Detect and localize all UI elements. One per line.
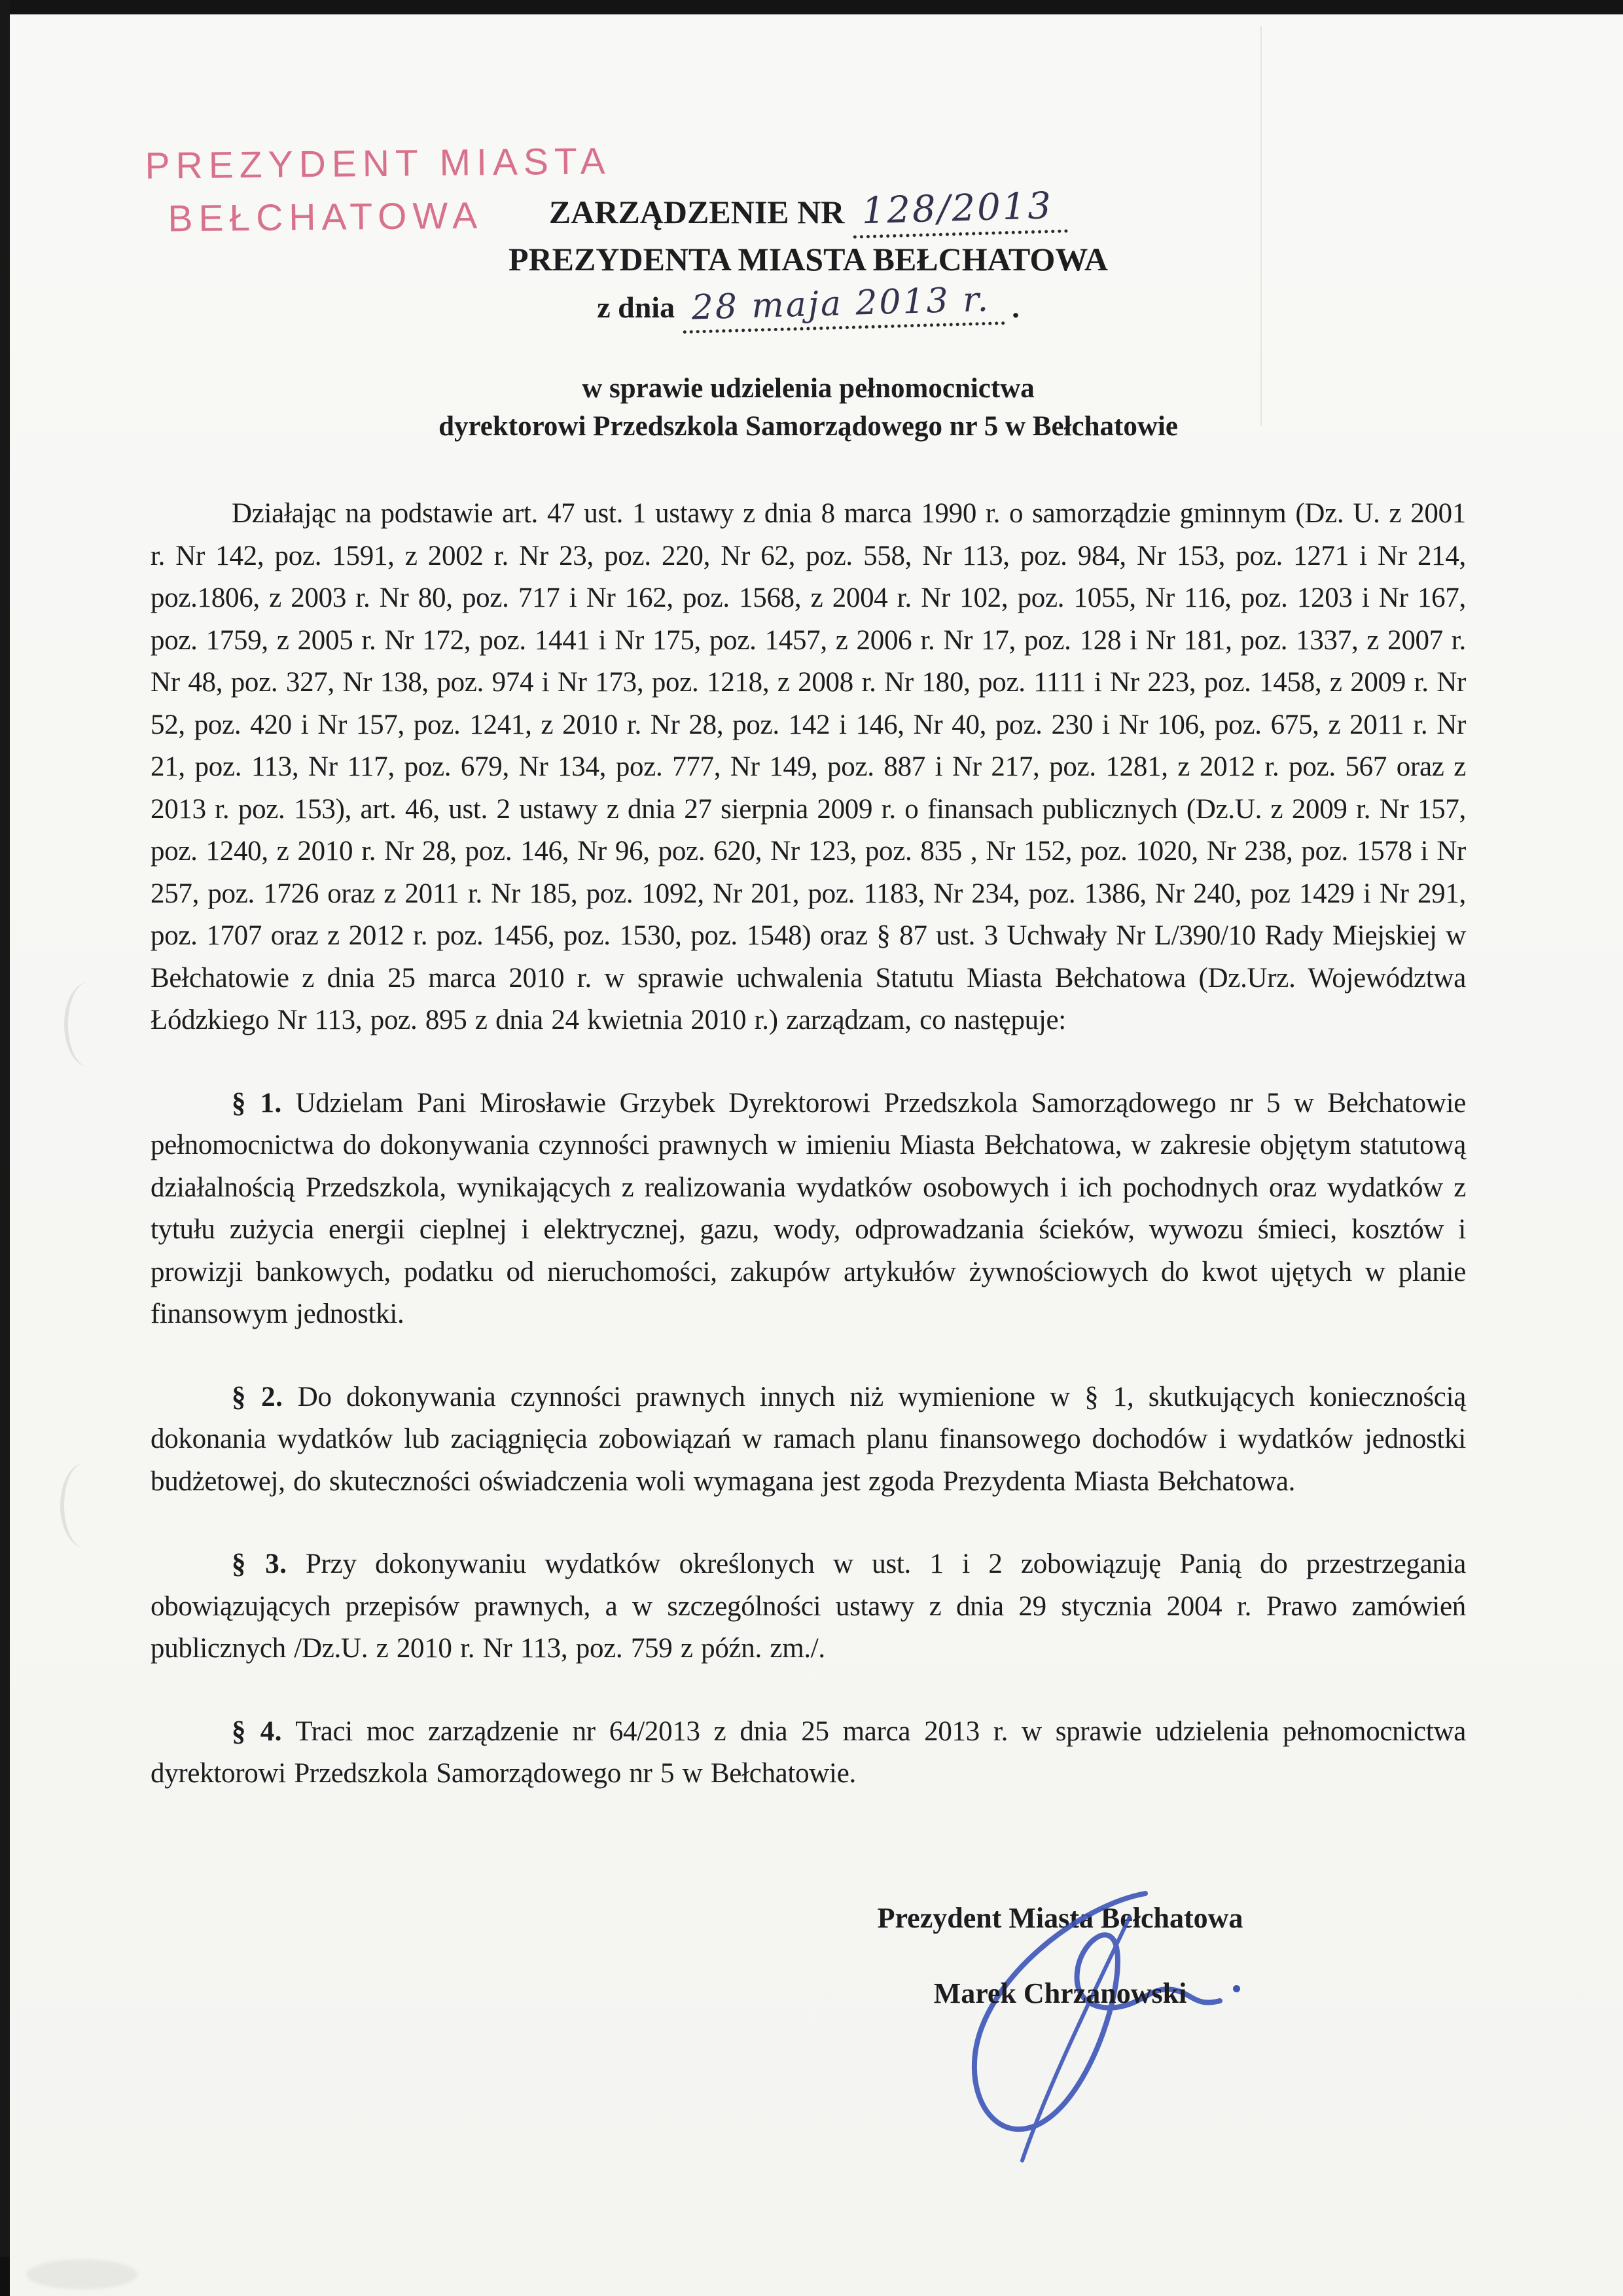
date-prefix: z dnia: [597, 291, 675, 324]
scan-smudge: [26, 2259, 137, 2289]
stamp-line-1: PREZYDENT MIASTA: [145, 140, 611, 187]
date-handwritten: 28 maja 2013 r.: [682, 282, 1005, 334]
section-mark-3: § 3.: [232, 1549, 287, 1580]
handwritten-signature-scribble: [929, 1887, 1230, 2168]
ordinance-title-line: [151, 185, 1466, 238]
signatory-name: Marek Chrzanowski: [933, 1977, 1187, 2009]
section-text-1: Udzielam Pani Mirosławie Grzybek Dyrektorowi Przedszkola Samorządowego nr 5 w Bełchatowie pełnomocnictwa do dokonywania czynności prawnych w imieniu Miasta Bełchatowa, w zakresie objętym statutową działalnością Przedszkola, wynikających z realizowania wydatków osobowych i ich pochodnych oraz wydatków z tytułu zużycia energii cieplnej i elektrycznej, gazu, wody, odprowadzania ścieków, wywozu śmieci, kosztów i prowizji bankowych, podatku od nieruchomości, zakupów artykułów żywnościowych do kwot ujętych w planie finansowym jednostki.: [151, 1087, 1467, 1330]
legal-preamble: Działając na podstawie art. 47 ust. 1 ustawy z dnia 8 marca 1990 r. o samorządzie gminnym (Dz. U. z 2001 r. Nr 142, poz. 1591, z 2002 r. Nr 23, poz. 220, Nr 62, poz. 558, Nr 113, poz. 984, Nr 153, poz. 1271 i Nr 214, poz.1806, z 2003 r. Nr 80, poz. 717 i Nr 162, poz. 1568, z 2004 r. Nr 102, poz. 1055, Nr 116, poz. 1203 i Nr 167, poz. 1759, z 2005 r. Nr 172, poz. 1441 i Nr 175, poz. 1457, z 2006 r. Nr 17, poz. 128 i Nr 181, poz. 1337, z 2007 r. Nr 48, poz. 327, Nr 138, poz. 974 i Nr 173, poz. 1218, z 2008 r. Nr 180, poz. 1111 i Nr 223, poz. 1458, z 2009 r. Nr 52, poz. 420 i Nr 157, poz. 1241, z 2010 r. Nr 28, poz. 142 i 146, Nr 40, poz. 230 i Nr 106, poz. 675, z 2011 r. Nr 21, poz. 113, Nr 117, poz. 679, Nr 134, poz. 777, Nr 149, poz. 887 i Nr 217, poz. 1281, z 2012 r. poz. 567 oraz z 2013 r. poz. 153), art. 46, ust. 2 ustawy z dnia 27 sierpnia 2009 r. o finansach publicznych (Dz.U. z 2009 r. Nr 157, poz. 1240, z 2010 r. Nr 28, poz. 146, Nr 96, poz. 620, Nr 123, poz. 835 , Nr 152, poz. 1020, Nr 238, poz. 1578 i Nr 257, poz. 1726 oraz z 2011 r. Nr 185, poz. 1092, Nr 201, poz. 1183, Nr 234, poz. 1386, Nr 240, poz 1429 i Nr 291, poz. 1707 oraz z 2012 r. poz. 1456, poz. 1530, poz. 1548) oraz § 87 ust. 3 Uchwały Nr L/390/10 Rady Miejskiej w Bełchatowie z dnia 25 marca 2010 r. w sprawie uchwalenia Statutu Miasta Bełchatowa (Dz.Urz. Województwa Łódzkiego Nr 113, poz. 895 z dnia 24 kwietnia 2010 r.) zarządzam, co następuje:: [151, 498, 1466, 1036]
signature-block: [831, 1901, 1289, 2010]
scan-edge-left: [0, 0, 10, 2296]
subject-line-1: w sprawie udzielenia pełnomocnictwa: [582, 373, 1035, 404]
section-text-2: Do dokonywania czynności prawnych innych niż wymienione w § 1, skutkujących koniecznością dokonania wydatków lub zaciągnięcia zobowiązań w ramach planu finansowego dochodów i wydatków jednostki budżetowej, do skuteczności oświadczenia woli wymagana jest zgoda Prezydenta Miasta Bełchatowa.: [151, 1381, 1466, 1497]
scan-arc-artifact: [64, 982, 114, 1067]
section-paragraph-3: [151, 1543, 1466, 1670]
section-mark-1: § 1.: [232, 1087, 282, 1119]
section-paragraph-1: [151, 1083, 1466, 1336]
document-content: [151, 0, 1466, 2010]
section-mark-4: § 4.: [232, 1715, 283, 1747]
ordinance-number-handwritten: 128/2013: [852, 187, 1068, 238]
section-text-4: Traci moc zarządzenie nr 64/2013 z dnia 25 marca 2013 r. w sprawie udzielenia pełnomocnictwa dyrektorowi Przedszkola Samorządowego nr 5 w Bełchatowie.: [151, 1715, 1467, 1789]
issuer-line: PREZYDENTA MIASTA BEŁCHATOWA: [508, 241, 1108, 278]
section-mark-2: § 2.: [232, 1381, 283, 1412]
date-line: [151, 279, 1466, 332]
subject-block: [151, 370, 1466, 446]
date-suffix: .: [1012, 291, 1020, 324]
section-paragraph-4: [151, 1711, 1466, 1795]
scan-edge-corner: [0, 2257, 10, 2296]
scan-arc-artifact: [60, 1463, 110, 1548]
section-text-3: Przy dokonywaniu wydatków określonych w ust. 1 i 2 zobowiązuję Panią do przestrzegania obowiązujących przepisów prawnych, a w szczególności ustawy z dnia 29 stycznia 2004 r. Prawo zamówień publicznych /Dz.U. z 2010 r. Nr 113, poz. 759 z późn. zm./.: [151, 1549, 1467, 1664]
pen-dot-mark: [1233, 1985, 1240, 1992]
signatory-title: Prezydent Miasta Bełchatowa: [877, 1901, 1243, 1934]
ordinance-title-prefix: ZARZĄDZENIE NR: [548, 194, 845, 230]
section-paragraph-2: [151, 1376, 1466, 1503]
stamp-line-2: BEŁCHATOWA: [168, 194, 484, 240]
subject-line-2: dyrektorowi Przedszkola Samorządowego nr 5 w Bełchatowie: [438, 411, 1178, 442]
document-header: [151, 185, 1466, 332]
